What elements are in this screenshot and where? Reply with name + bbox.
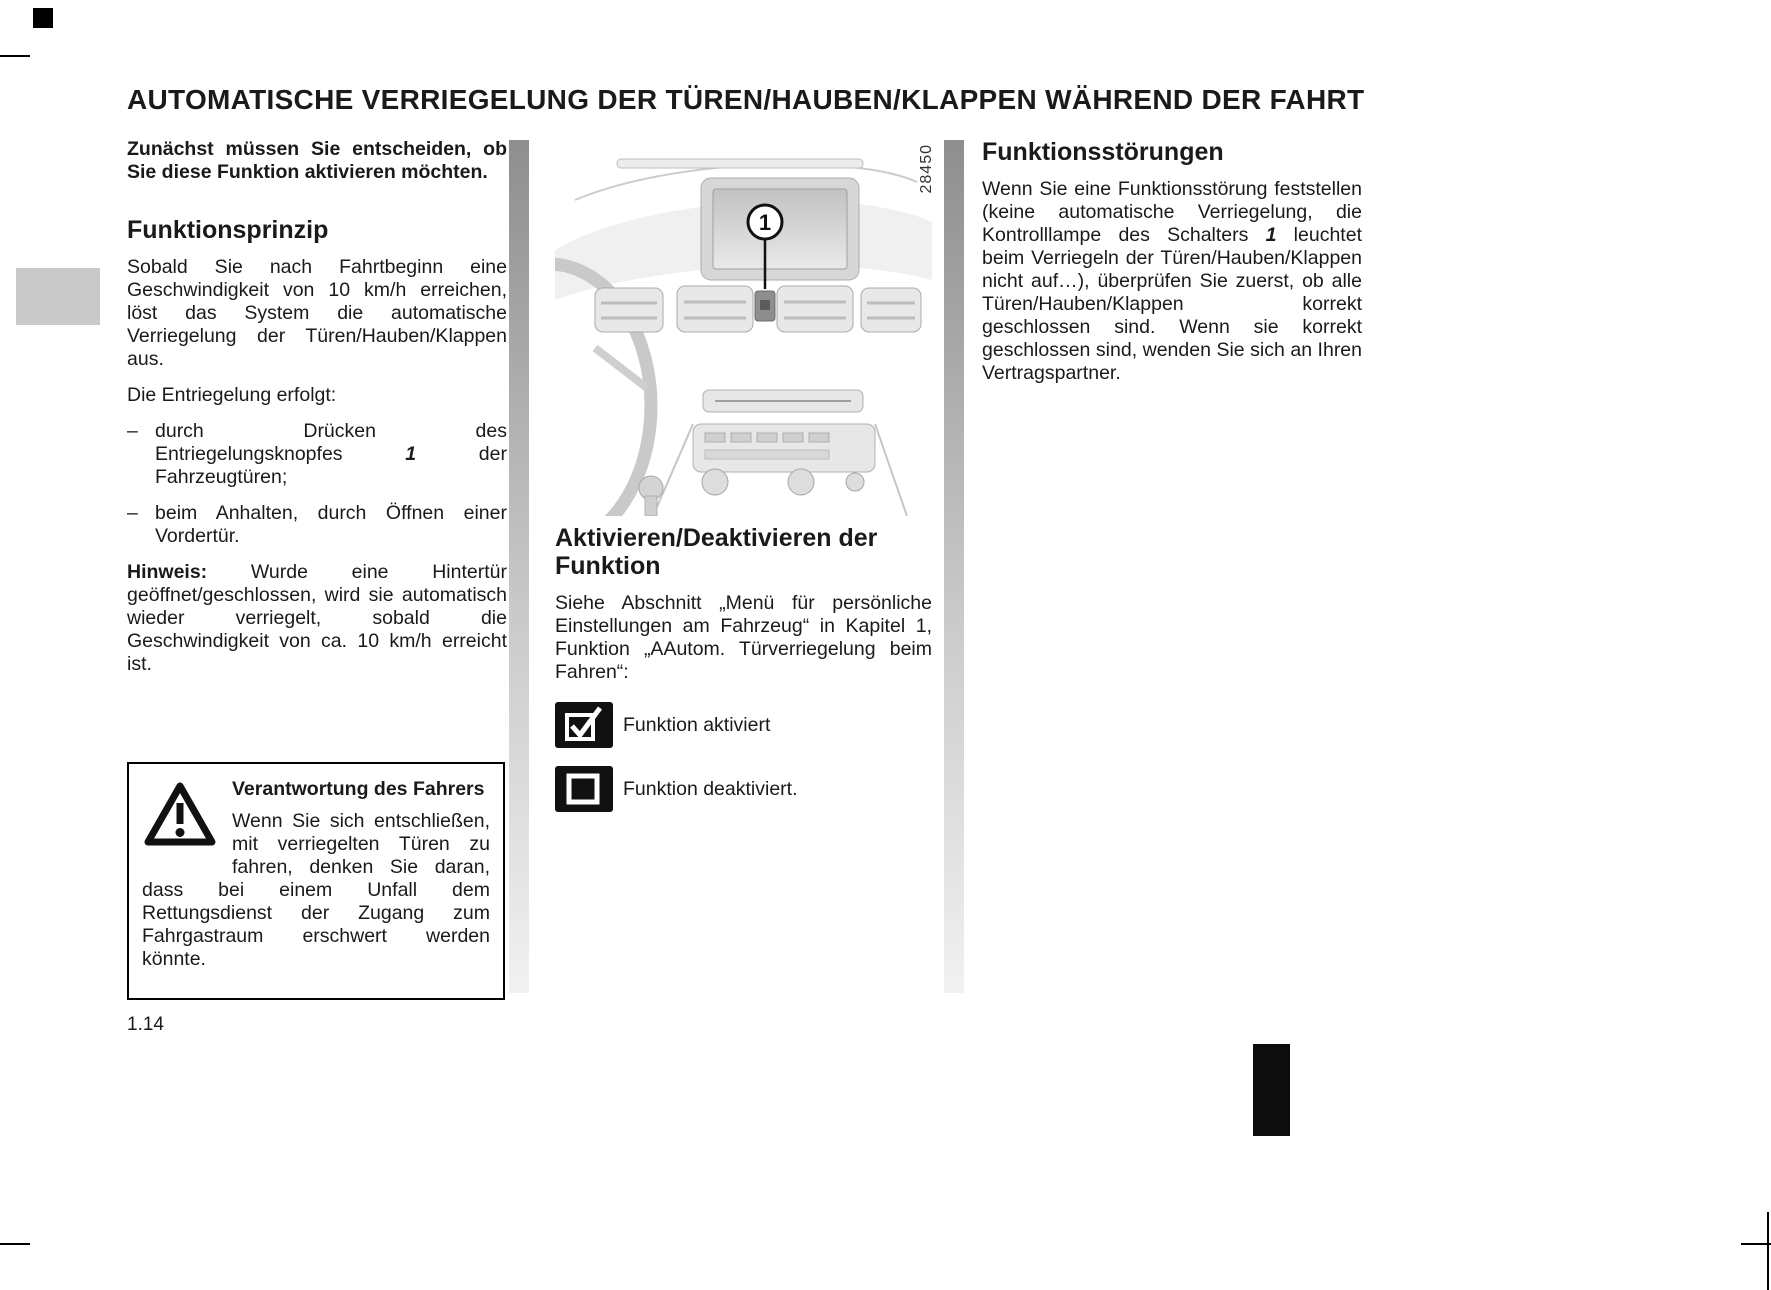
print-mark-line <box>0 1243 30 1245</box>
warning-title: Verantwortung des Fahrers <box>232 778 485 800</box>
warning-text: Wenn Sie sich entschließen, mit verriegelten Türen zu fahren, denken Sie daran, dass bei einem Unfall dem Rettungsdienst der Zugang zum Fahrgastraum erschwert werden könnte. <box>142 810 490 970</box>
page-title: AUTOMATISCHE VERRIEGELUNG DER TÜREN/HAUBEN/KLAPPEN WÄHREND DER FAHRT <box>127 84 1365 115</box>
warning-triangle-icon <box>142 780 218 852</box>
bullet-text <box>155 420 507 489</box>
unlock-intro: Die Entriegelung erfolgt: <box>127 384 337 406</box>
print-mark-square <box>33 8 53 28</box>
malfunction-number: 1 <box>1265 224 1277 246</box>
bullet-item <box>127 420 507 489</box>
bullet-dash: – <box>127 420 138 442</box>
option-enabled-label: Funktion aktiviert <box>623 713 771 736</box>
bullet1-pre: durch Drücken des Entriegelungsknopfes <box>155 420 507 465</box>
checkbox-checked-icon <box>555 702 613 748</box>
heading-funktionsprinzip: Funktionsprinzip <box>127 216 329 244</box>
callout-number: 1 <box>758 210 772 235</box>
left-column <box>127 138 507 689</box>
print-mark-line <box>1767 1212 1769 1290</box>
bullet-item <box>127 502 507 548</box>
malfunction-pre: Wenn Sie eine Funktionsstörung feststellen (keine automatische Verriegelung, die Kontrolllampe des Schalters <box>982 178 1362 246</box>
dashboard-figure <box>555 138 935 516</box>
option-disabled-row <box>555 766 932 812</box>
right-column <box>982 138 1362 398</box>
principle-paragraph: Sobald Sie nach Fahrtbeginn eine Geschwindigkeit von 10 km/h erreichen, löst das System die automatische Verriegelung der Türen/Hauben/Klappen aus. <box>127 256 507 370</box>
bullet1-number: 1 <box>405 443 417 465</box>
intro-text: Zunächst müssen Sie entscheiden, ob Sie diese Funktion aktivieren möchten. <box>127 138 507 183</box>
bullet1-post: der Fahrzeugtüren; <box>155 443 507 488</box>
checkbox-empty-icon <box>555 766 613 812</box>
middle-column <box>555 138 935 824</box>
heading-aktivieren-deaktivieren: Aktivieren/Deaktivieren der Funktion <box>555 524 878 580</box>
column-separator <box>944 140 964 993</box>
note-text: Wurde eine Hintertür geöffnet/geschlossen, wird sie automatisch wieder verriegelt, sobald die Geschwindigkeit von ca. 10 km/h erreicht ist. <box>127 561 507 675</box>
bullet-text: beim Anhalten, durch Öffnen einer Vordertür. <box>155 502 507 547</box>
print-mark-bar <box>1253 1044 1290 1136</box>
heading-funktionsstoerungen: Funktionsstörungen <box>982 138 1224 166</box>
warning-box <box>127 762 505 1000</box>
print-mark-line <box>0 55 30 57</box>
section-tab-marker <box>16 268 100 325</box>
dashboard-illustration <box>555 138 932 516</box>
activate-paragraph: Siehe Abschnitt „Menü für persönliche Einstellungen am Fahrzeug“ in Kapitel 1, Funktion „AAutom. Türverriegelung beim Fahren“: <box>555 592 932 683</box>
page-number: 1.14 <box>127 1014 164 1035</box>
option-enabled-row <box>555 702 932 748</box>
note-paragraph <box>127 561 507 676</box>
bullet-dash: – <box>127 502 138 524</box>
option-disabled-label: Funktion deaktiviert. <box>623 777 798 800</box>
note-label: Hinweis: <box>127 561 208 583</box>
column-separator <box>509 140 529 993</box>
malfunction-paragraph <box>982 178 1362 385</box>
malfunction-post: leuchtet beim Verriegeln der Türen/Hauben/Klappen nicht auf…), überprüfen Sie zuerst, ob alle Türen/Hauben/Klappen korrekt geschlossen sind. Wenn sie korrekt geschlossen sind, wenden Sie sich an Ihren Vertragspartner. <box>982 224 1362 384</box>
figure-code: 28450 <box>918 144 935 194</box>
